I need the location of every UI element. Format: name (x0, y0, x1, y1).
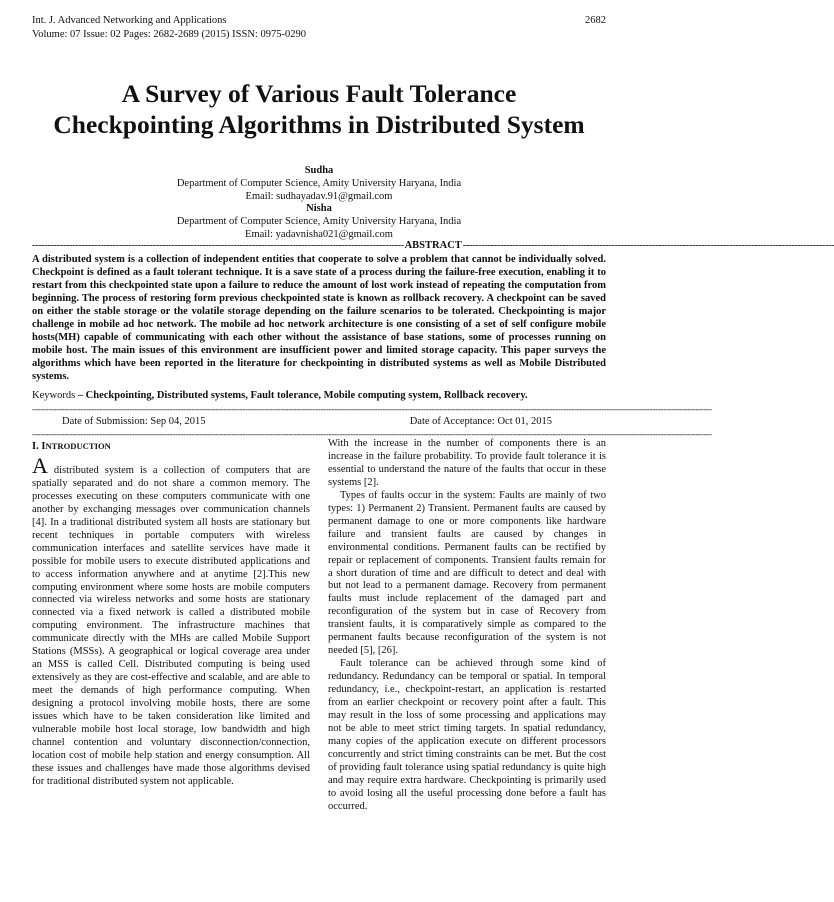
keywords (32, 389, 606, 402)
abstract-heading (32, 240, 834, 252)
keywords-label: Keywords (32, 390, 76, 401)
author-name-2: Nisha (306, 203, 332, 215)
abstract-text: A distributed system is a collection of independent entities that cooperate to solve a problem that cannot be individually solved. Checkpoint is defined as a fault tolerant technique. It is a save state of a process during the failure-free execution, enabling it to restart from this checkpointed state upon a failure to reduce the amount of lost work instead of repeating the computation from beginning. The process of restoring form previous checkpointed state is known as rollback recovery. A checkpoint can be saved on either the stable storage or the volatile storage depending on the failure scenarios to be tolerated. Checkpointing is major challenge in mobile ad hoc network. The mobile ad hoc network architecture is one consisting of a set of self configure mobile hosts(MH) capable of communicating with each other without the assistance of base stations, some of processes running on mobile host. The main issues of this environment are insufficient power and limited storage capacity. This paper surveys the algorithms which have been reported in the literature for checkpointing in distributed systems as well as Mobile Distributed systems. (32, 254, 606, 382)
dates-row (62, 415, 552, 428)
drop-cap: A (32, 452, 48, 478)
divider-bottom: ------------------------------------------------------------------------------------------------------------------------------------------------------------------------------------------------------------------------------------------------------------ (32, 429, 712, 439)
section-number: I. I (32, 441, 46, 452)
section-heading (32, 440, 310, 454)
volume-line: Volume: 07 Issue: 02 Pages: 2682-2689 (2015) ISSN: 0975-0290 (32, 29, 306, 40)
author-block (32, 165, 606, 242)
author-email-1: Email: sudhayadav.91@gmail.com (245, 190, 393, 202)
page-number: 2682 (585, 15, 606, 26)
dash-rule-right: ------------------------------------------------------------------------------------------------------------------------ (462, 240, 834, 251)
right-paragraph-3: Fault tolerance can be achieved through some kind of redundancy. Redundancy can be temporal or spatial. In temporal redundancy, i.e., checkpoint-restart, an application is restarted from an earlier checkpoint or recovery point after a fault. This may result in the loss of some processing and applications may not be able to meet strict timing targets. In spatial redundancy, many copies of the application execute on different processors concurrently and strict timing constraints can be met. But the cost of providing fault tolerance using spatial redundancy is quite high and may require extra hardware. Checkpointing is primarily used to avoid losing all the useful processing done before a fault has occurred. (328, 658, 606, 812)
abstract-label: ABSTRACT (404, 240, 462, 251)
author-affiliation-2: Department of Computer Science, Amity University Haryana, India (176, 216, 462, 228)
dash-rule-left: ------------------------------------------------------------------------------------------------------------------------ (32, 240, 404, 251)
author-email-2: Email: yadavnisha021@gmail.com (245, 228, 393, 240)
left-column (32, 440, 310, 789)
right-paragraph-2: Types of faults occur in the system: Faults are mainly of two types: 1) Permanent 2) Transient. Permanent faults are caused by permanent damage to one or more components like hardware failure and transient faults are caused by changes in environmental conditions. Permanent faults can be rectified by repair or replacement of components. Transient faults remain for a short duration of time and are difficult to detect and deal with but not lead to a permanent damage. Recovery from permanent faults must include replacement of the damaged part and reconfiguration of the system but in case of Recovery from transient faults, it is comparatively simple as compared to the permanent faults because reconfiguration of the system is not needed [5], [26]. (328, 489, 606, 657)
divider-top: ------------------------------------------------------------------------------------------------------------------------------------------------------------------------------------------------------------------------------------------------------------ (32, 404, 712, 414)
keywords-value: – Checkpointing, Distributed systems, Fault tolerance, Mobile computing system, Rollback recovery. (77, 390, 528, 401)
running-header (32, 14, 606, 42)
submission-date: Date of Submission: Sep 04, 2015 (62, 416, 206, 427)
journal-name: Int. J. Advanced Networking and Applications (32, 15, 227, 26)
right-column (328, 438, 606, 814)
right-paragraph-1: With the increase in the number of components there is an increase in the failure probability. To provide fault tolerance it is essential to understand the nature of the faults that occur in these systems [2]. (328, 438, 606, 488)
section-title: NTRODUCTION (45, 441, 111, 451)
author-name-1: Sudha (304, 165, 334, 176)
author-affiliation-1: Department of Computer Science, Amity University Haryana, India (176, 177, 462, 189)
intro-paragraph-1 (32, 452, 310, 789)
paper-title: A Survey of Various Fault Tolerance Checkpointing Algorithms in Distributed System (53, 79, 585, 139)
acceptance-date: Date of Acceptance: Oct 01, 2015 (409, 416, 552, 427)
intro-paragraph-1-text: distributed system is a collection of computers that are spatially separated and do not share a common memory. The processes executing on these computers communicate with one another by exchanging messages over communication channels [4]. In a traditional distributed system all hosts are stationary but recent techniques in portable computers with wireless communication interfaces and satellite services have made it possible for mobile users to execute distributed applications and to access information anywhere and at anytime [2].This new computing environment where some hosts are mobile computers connected via wireless networks and some hosts are stationary connected via a fixed network is called a distributed mobile computing environment. The infrastructure machines that communicate directly with the MHs are called Mobile Support Stations (MSSs). A geographical or logical coverage area under an MSS is called Cell. Distributed computing is being used extensively as they are cost-effective and scalable, and are able to meet the demands of high performance computing. When designing a protocol involving mobile hosts, there are some issues which have to be taken consideration like limited and vulnerable mobile host local storage, low bandwidth and high channel contention and voluntary disconnection/connection, location cost of mobile help station and energy consumption. All these issues and challenges have made those algorithms devised for traditional distributed system not applicable. (32, 464, 310, 787)
